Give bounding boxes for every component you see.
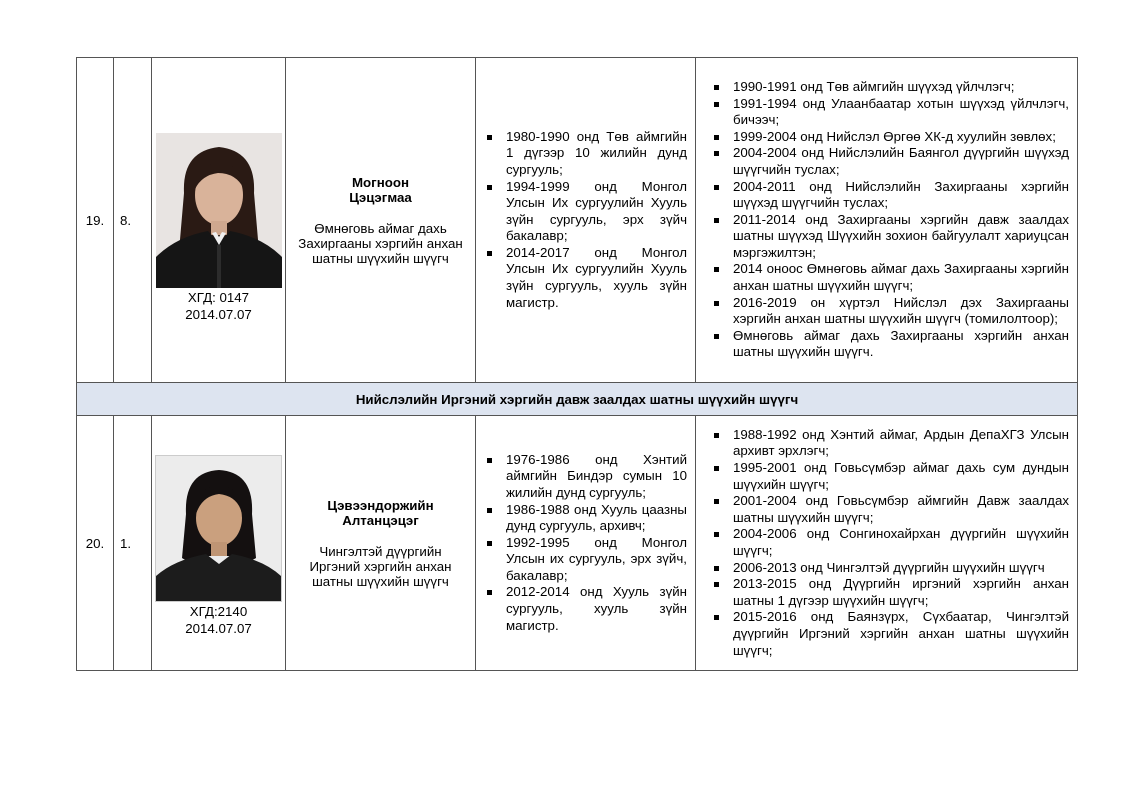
list-item: 1995-2001 онд Говьсүмбэр аймаг дахь сум дундын шүүхийн шүүгч; [733, 460, 1069, 492]
list-item: 1990-1991 онд Төв аймгийн шүүхэд үйлчлэгч; [733, 79, 1069, 96]
list-item: 2004-2004 онд Нийслэлийн Баянгол дүүргийн шүүхэд шүүгчийн туслах; [733, 145, 1069, 177]
judges-table [76, 57, 1078, 671]
judge-name: Цэцэгмаа [349, 189, 412, 205]
list-item: 2001-2004 онд Говьсүмбэр аймгийн Давж заалдах шатны шүүхийн шүүгч; [733, 493, 1069, 525]
work-cell [696, 416, 1078, 671]
table-row [77, 58, 1078, 383]
work-list [696, 427, 1077, 659]
list-item: 1976-1986 онд Хэнтий аймгийн Биндэр сумын 10 жилийн дунд сургууль; [506, 451, 687, 500]
list-item: 1994-1999 онд Монгол Улсын Их сургуулийн Хууль зүйн сургууль, эрх зүйч бакалавр; [506, 178, 687, 244]
list-item: 2016-2019 он хүртэл Нийслэл дэх Захиргааны хэргийн анхан шатны шүүхийн шүүгч (томилолтоор); [733, 294, 1069, 327]
education-cell [476, 58, 696, 383]
education-cell [476, 416, 696, 671]
judge-position: Өмнөговь аймаг дахь Захиргааны хэргийн анхан шатны шүүхийн шүүгч [298, 220, 463, 266]
list-item: 2004-2011 онд Нийслэлийн Захиргааны хэргийн шүүхэд шүүгчийн туслах; [733, 178, 1069, 211]
judge-position: Чингэлтэй дүүргийн Иргэний хэргийн анхан шатны шүүхийн шүүгч [309, 543, 452, 589]
education-list [476, 452, 695, 635]
list-item: 2012-2014 онд Хууль зүйн сургууль, хууль зүйн магистр. [506, 584, 687, 633]
list-item: 2011-2014 онд Захиргааны хэргийн давж заалдах шатны шүүхэд Шүүхийн зохион байгуулалт хариуцсан мэргэжилтэн; [733, 211, 1069, 260]
portrait-photo-icon [155, 455, 282, 602]
row-number: 19. [77, 58, 114, 383]
list-item: 1988-1992 онд Хэнтий аймаг, Ардын ДепаХГЗ Улсын архивт эрхлэгч; [733, 426, 1069, 459]
list-item: 2014-2017 онд Монгол Улсын Их сургуулийн Хууль зүйн сургууль, хууль зүйн магистр. [506, 244, 687, 310]
judge-name: Алтанцэцэг [342, 512, 419, 528]
portrait-photo-icon [156, 133, 282, 288]
row-index: 1. [114, 416, 152, 671]
list-item: 1999-2004 онд Нийслэл Өргөө ХК-д хуулийн зөвлөх; [733, 129, 1069, 146]
judge-name: Цэвээндоржийн [327, 497, 434, 513]
judge-name: Могноон [351, 174, 410, 190]
list-item: 2015-2016 онд Баянзүрх, Сүхбаатар, Чингэлтэй дүүргийн Иргэний хэргийн анхан шатны шүүхийн шүүгч; [733, 609, 1069, 658]
list-item: 2013-2015 онд Дүүргийн иргэний хэргийн анхан шатны 1 дүгээр шүүхийн шүүгч; [733, 576, 1069, 608]
section-row [77, 383, 1078, 416]
list-item: 2006-2013 онд Чингэлтэй дүүргийн шүүхийн шүүгч [733, 560, 1069, 577]
name-cell [286, 416, 476, 671]
list-item: Өмнөговь аймаг дахь Захиргааны хэргийн анхан шатны шүүхийн шүүгч. [733, 327, 1069, 360]
appointment-date: 2014.07.07 [185, 620, 252, 636]
list-item: 1986-1988 онд Хууль цаазны дунд сургууль, архивч; [506, 501, 687, 534]
section-heading: Нийслэлийн Иргэний хэргийн давж заалдах шатны шүүхийн шүүгч [77, 383, 1078, 416]
name-cell [286, 58, 476, 383]
list-item: 1991-1994 онд Улаанбаатар хотын шүүхэд үйлчлэгч, бичээч; [733, 95, 1069, 128]
work-list [696, 79, 1077, 361]
row-index: 8. [114, 58, 152, 383]
list-item: 2014 оноос Өмнөговь аймаг дахь Захиргааны хэргийн анхан шатны шүүхийн шүүгч; [733, 261, 1069, 294]
appointment-date: 2014.07.07 [185, 306, 252, 322]
list-item: 2004-2006 онд Сонгинохайрхан дүүргийн шүүхийн шүүгч; [733, 526, 1069, 558]
judge-code: ХГД:2140 [189, 603, 248, 619]
list-item: 1992-1995 онд Монгол Улсын их сургууль, эрх зүйч, бакалавр; [506, 534, 687, 583]
education-list [476, 129, 695, 312]
list-item: 1980-1990 онд Төв аймгийн 1 дүгээр 10 жилийн дунд сургууль; [506, 128, 687, 177]
photo-cell [152, 416, 286, 671]
work-cell [696, 58, 1078, 383]
row-number: 20. [77, 416, 114, 671]
photo-cell [152, 58, 286, 383]
judge-code: ХГД: 0147 [187, 289, 250, 305]
table-row [77, 416, 1078, 671]
